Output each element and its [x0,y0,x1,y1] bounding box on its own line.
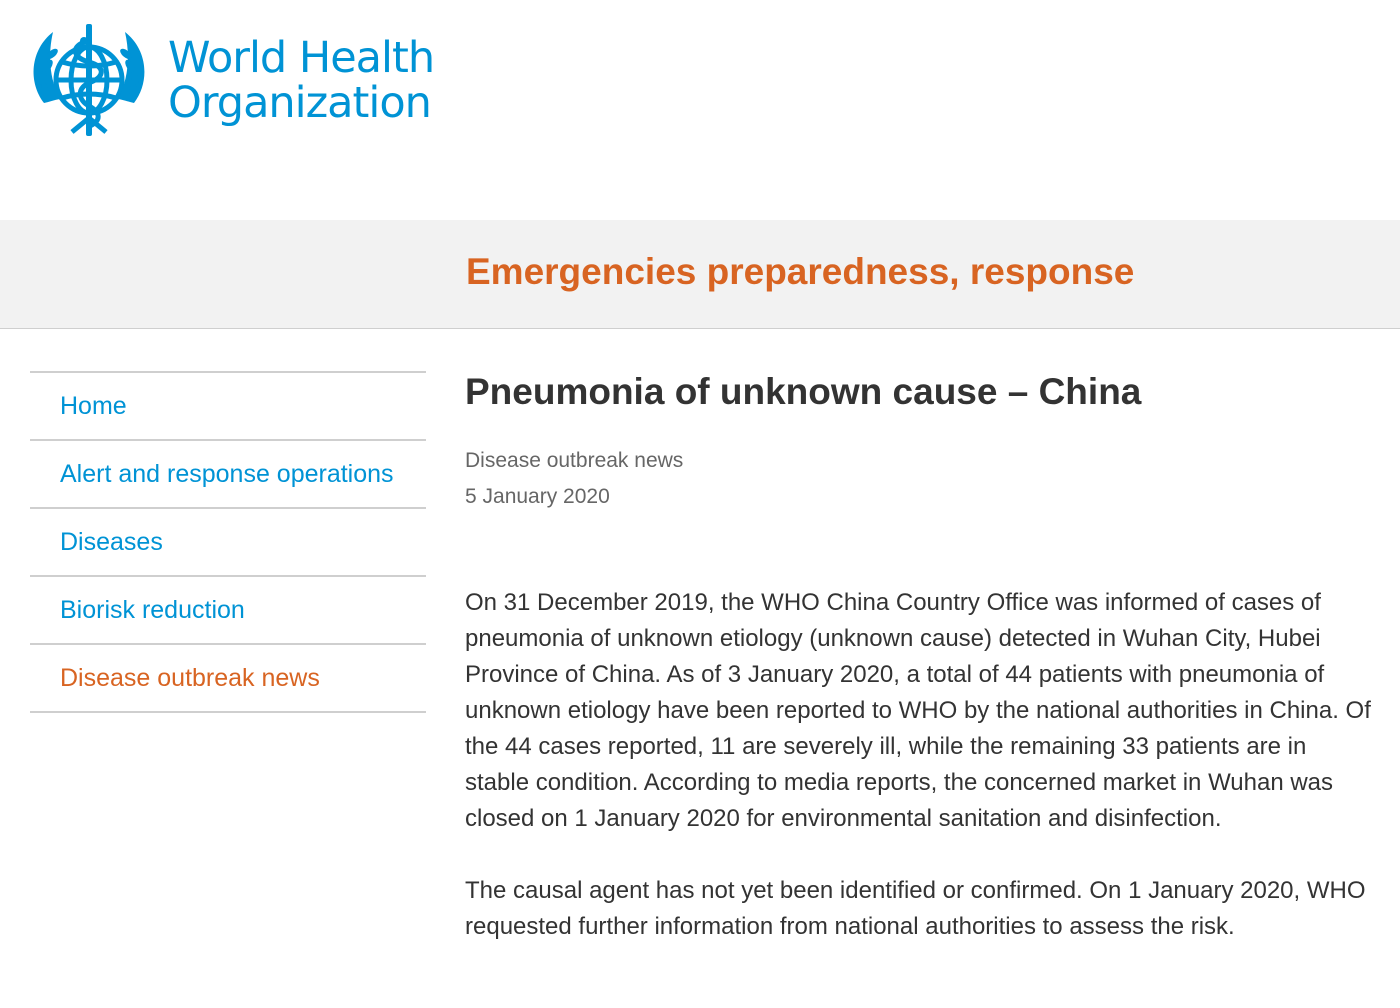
sidebar-item-biorisk-reduction[interactable]: Biorisk reduction [30,577,426,645]
content-area [0,329,1400,1008]
who-emblem-icon [20,20,158,142]
logo-line-2: Organization [168,78,431,128]
left-sidebar-nav [30,371,426,713]
who-logo-link[interactable] [20,20,434,142]
article-body [465,585,1375,945]
article-main [465,369,1375,981]
logo-line-1: World Health [168,33,435,83]
sidebar-item-alert-and-response-operations[interactable]: Alert and response operations [30,441,426,509]
sidebar-item-home[interactable]: Home [30,373,426,441]
article-paragraph-1: On 31 December 2019, the WHO China Country Office was informed of cases of pneumonia of unknown etiology (unknown cause) detected in Wuhan City, Hubei Province of China. As of 3 January 2020, a total of 44 patients with pneumonia of unknown etiology have been reported to WHO by the national authorities in China. Of the 44 cases reported, 11 are severely ill, while the remaining 33 patients are in stable condition. According to media reports, the concerned market in Wuhan was closed on 1 January 2020 for environmental sanitation and disinfection. [465,589,1371,832]
sidebar-item-disease-outbreak-news[interactable]: Disease outbreak news [30,645,426,713]
section-title: Emergencies preparedness, response [466,251,1135,292]
who-wordmark [168,33,435,128]
sidebar-item-diseases[interactable]: Diseases [30,509,426,577]
page-title: Pneumonia of unknown cause – China [465,371,1142,412]
section-banner [0,220,1400,329]
site-header [0,0,1400,220]
article-paragraph-2: The causal agent has not yet been identified or confirmed. On 1 January 2020, WHO requested further information from national authorities to assess the risk. [465,877,1366,940]
article-date: 5 January 2020 [465,485,610,508]
article-category: Disease outbreak news [465,449,684,472]
article-meta [465,443,1375,515]
